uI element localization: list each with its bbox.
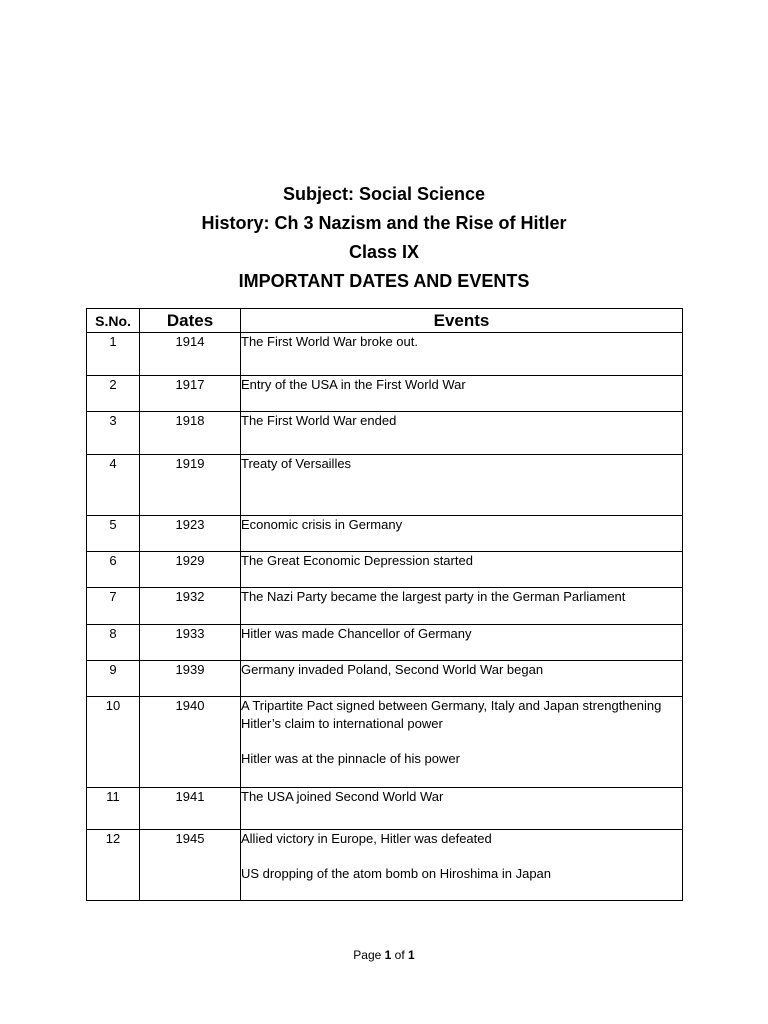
row-date: 1941	[140, 788, 241, 830]
event-text: Hitler was made Chancellor of Germany	[241, 626, 472, 641]
row-event	[241, 697, 683, 788]
row-event	[241, 661, 683, 697]
table-row	[87, 376, 683, 412]
table-row	[87, 661, 683, 697]
event-text: The Nazi Party became the largest party in the German Parliament	[241, 589, 626, 604]
row-date: 1929	[140, 552, 241, 588]
event-text: Allied victory in Europe, Hitler was defeated	[241, 831, 492, 846]
row-event	[241, 333, 683, 376]
page-footer	[0, 947, 768, 963]
row-sno: 6	[87, 552, 140, 588]
row-date: 1923	[140, 516, 241, 552]
event-text: The USA joined Second World War	[241, 789, 444, 804]
row-date: 1932	[140, 588, 241, 625]
row-sno: 9	[87, 661, 140, 697]
row-event	[241, 516, 683, 552]
row-date: 1940	[140, 697, 241, 788]
row-sno: 4	[87, 455, 140, 516]
row-sno: 3	[87, 412, 140, 455]
table-row	[87, 412, 683, 455]
row-sno: 8	[87, 625, 140, 661]
table-row	[87, 788, 683, 830]
row-event	[241, 412, 683, 455]
page-current: 1	[384, 948, 392, 962]
class-heading: Class IX	[348, 242, 420, 262]
row-event	[241, 552, 683, 588]
event-text: The First World War broke out.	[241, 334, 418, 349]
table-row	[87, 697, 683, 788]
row-date: 1939	[140, 661, 241, 697]
row-event	[241, 830, 683, 901]
row-event	[241, 376, 683, 412]
row-sno: 10	[87, 697, 140, 788]
event-text: The Great Economic Depression started	[241, 553, 473, 568]
event-text: Germany invaded Poland, Second World War began	[241, 662, 544, 677]
row-date: 1945	[140, 830, 241, 901]
event-text: A Tripartite Pact signed between Germany, Italy and Japan strengthening Hitler’s claim to international power	[241, 698, 662, 731]
dates-events-table	[86, 308, 683, 901]
table-header-row	[87, 309, 683, 333]
page-total: 1	[408, 948, 415, 962]
row-sno: 1	[87, 333, 140, 376]
table-row	[87, 625, 683, 661]
row-event	[241, 455, 683, 516]
row-date: 1919	[140, 455, 241, 516]
event-text: US dropping of the atom bomb on Hiroshima in Japan	[241, 866, 552, 881]
table-row	[87, 588, 683, 625]
row-event	[241, 788, 683, 830]
table-row	[87, 333, 683, 376]
column-header-sno: S.No.	[87, 309, 140, 333]
row-sno: 12	[87, 830, 140, 901]
row-event	[241, 625, 683, 661]
row-date: 1933	[140, 625, 241, 661]
row-sno: 2	[87, 376, 140, 412]
event-text: Hitler was at the pinnacle of his power	[241, 751, 460, 766]
row-date: 1914	[140, 333, 241, 376]
row-sno: 5	[87, 516, 140, 552]
event-text: Treaty of Versailles	[241, 456, 352, 471]
subject-heading: Subject: Social Science	[282, 184, 486, 204]
row-sno: 7	[87, 588, 140, 625]
table-row	[87, 830, 683, 901]
of-word: of	[394, 948, 405, 962]
table-row	[87, 455, 683, 516]
row-date: 1918	[140, 412, 241, 455]
event-text: The First World War ended	[241, 413, 397, 428]
column-header-dates: Dates	[140, 309, 241, 333]
row-sno: 11	[87, 788, 140, 830]
row-event	[241, 588, 683, 625]
section-heading: IMPORTANT DATES AND EVENTS	[238, 271, 530, 291]
column-header-events: Events	[241, 309, 683, 333]
row-date: 1917	[140, 376, 241, 412]
event-text: Economic crisis in Germany	[241, 517, 403, 532]
table-row	[87, 516, 683, 552]
event-text: Entry of the USA in the First World War	[241, 377, 466, 392]
table-body	[87, 333, 683, 901]
table-row	[87, 552, 683, 588]
page-word: Page	[353, 948, 382, 962]
chapter-heading: History: Ch 3 Nazism and the Rise of Hitler	[201, 213, 567, 233]
